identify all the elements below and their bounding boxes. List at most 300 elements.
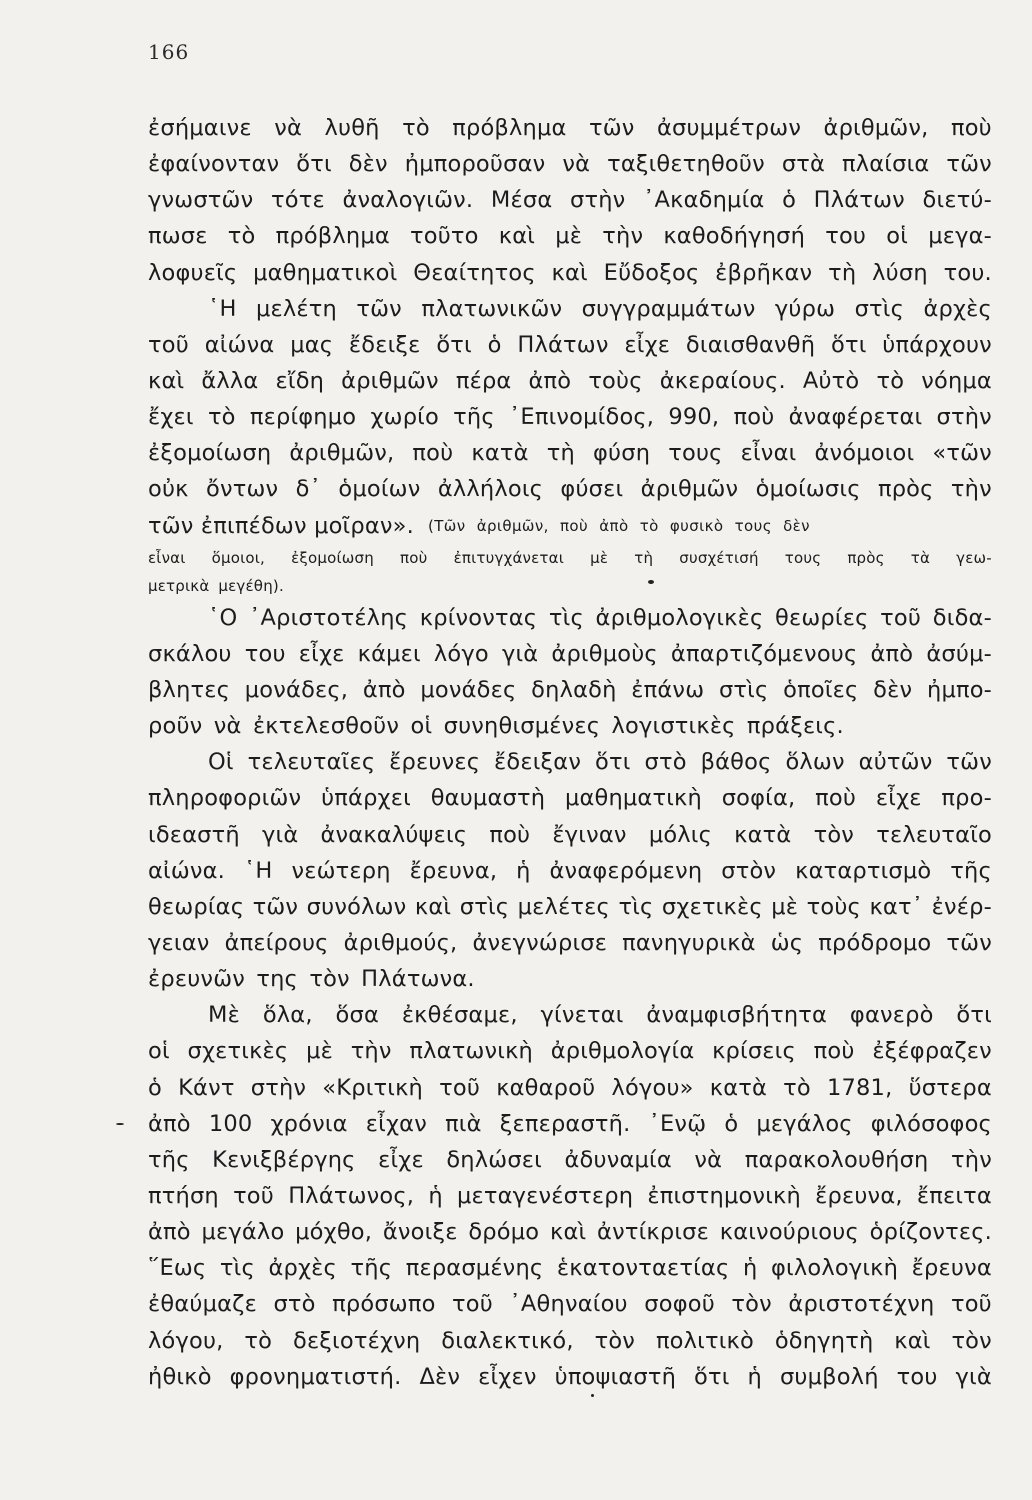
word: ὑποψιαστῆ bbox=[554, 1363, 677, 1390]
word: μελέτη bbox=[255, 295, 337, 322]
word: τῶν bbox=[946, 749, 992, 776]
text-line bbox=[148, 218, 992, 254]
word: τὰ bbox=[910, 548, 931, 567]
word: θεωρίες bbox=[775, 604, 869, 631]
word: φύση bbox=[593, 440, 651, 467]
word: τῆς bbox=[950, 857, 992, 884]
word: νεώτερη bbox=[291, 857, 391, 884]
word: εἶχε bbox=[298, 640, 345, 667]
word: στὸν bbox=[721, 857, 777, 884]
word: τὸν bbox=[731, 1291, 772, 1318]
text-line bbox=[148, 399, 992, 435]
word: ἀσύμ- bbox=[926, 640, 992, 667]
word: ἀνόμοιοι bbox=[814, 440, 915, 467]
word: καθαροῦ bbox=[496, 1074, 596, 1101]
word: ὅτι bbox=[436, 331, 472, 358]
word: ὅτι bbox=[956, 1002, 992, 1029]
text-line bbox=[148, 508, 992, 544]
word: δὲν bbox=[873, 676, 913, 703]
word: τοῦ bbox=[233, 1182, 274, 1209]
word: λόγου» bbox=[611, 1074, 694, 1101]
word: ἀνακαλύψεις bbox=[320, 821, 468, 848]
word: ὅσα bbox=[335, 1002, 379, 1029]
word: ἀριθμούς, bbox=[343, 929, 458, 956]
word: τὶς bbox=[219, 1255, 255, 1282]
word: φιλόσοφος bbox=[870, 1110, 992, 1137]
word: φανερὸ bbox=[849, 1002, 934, 1029]
word: μας bbox=[290, 331, 334, 358]
word: τοῦτο bbox=[410, 223, 479, 250]
word: Θεαίτητος bbox=[413, 259, 536, 286]
word: πωσε bbox=[148, 223, 208, 250]
word: τῶν bbox=[946, 151, 992, 178]
word: ἠμποροῦσαν bbox=[404, 151, 546, 178]
word: ἔδειξε bbox=[348, 331, 421, 358]
word: πρὸς bbox=[847, 548, 885, 567]
word: νὰ bbox=[274, 115, 303, 141]
word: ἀναφερόμενη bbox=[549, 857, 703, 884]
word: ἔδειξαν bbox=[494, 749, 582, 776]
word: πλαίσια bbox=[842, 151, 930, 178]
word: πιὰ bbox=[445, 1110, 482, 1137]
word: καὶ bbox=[414, 893, 452, 920]
word: ὁρίζοντες. bbox=[869, 1219, 992, 1246]
text-line bbox=[148, 600, 992, 636]
word: Δὲν bbox=[419, 1363, 461, 1390]
text-line bbox=[148, 1106, 992, 1142]
text-line bbox=[148, 1214, 992, 1250]
word: ὁ bbox=[487, 331, 502, 358]
word: «τῶν bbox=[932, 440, 992, 467]
text-line bbox=[148, 997, 992, 1033]
word: ὅτι bbox=[595, 749, 631, 776]
word: διδα- bbox=[932, 604, 992, 631]
text-line bbox=[148, 1033, 992, 1069]
scan-speck bbox=[116, 1123, 124, 1125]
word: ὅτι bbox=[830, 331, 867, 358]
word: γίνεται bbox=[540, 1002, 624, 1029]
word: ποὺ bbox=[489, 821, 531, 848]
text-line bbox=[148, 327, 992, 363]
word: τους bbox=[668, 440, 723, 467]
text-line bbox=[148, 1070, 992, 1106]
word: λόγο bbox=[433, 640, 489, 667]
word: ποὺ bbox=[412, 440, 454, 467]
word: κάμει bbox=[357, 640, 421, 667]
word: τὴ bbox=[634, 548, 654, 567]
word: γιὰ bbox=[261, 821, 299, 848]
body-text bbox=[148, 110, 992, 1395]
word: πρὸς bbox=[877, 476, 934, 503]
word: διαισθανθῆ bbox=[685, 331, 816, 358]
word: ἐξομοίωση bbox=[291, 548, 374, 567]
word: ἐνέρ- bbox=[931, 893, 992, 920]
word: Κάντ bbox=[178, 1074, 235, 1101]
word: τὸ bbox=[783, 1074, 811, 1101]
word: ἀκεραίους. bbox=[659, 367, 786, 394]
word: δρόμο bbox=[468, 1219, 540, 1246]
word: συνόλων bbox=[306, 893, 407, 920]
text-line bbox=[148, 435, 992, 471]
word: γύρω bbox=[774, 295, 836, 322]
word: μονάδες, bbox=[244, 676, 349, 703]
word: γνωστῶν bbox=[148, 187, 254, 214]
scan-speck bbox=[648, 580, 654, 584]
word: ἐφαίνονταν bbox=[148, 151, 280, 178]
word: συσχέτισή bbox=[679, 548, 759, 567]
word: γιὰ bbox=[955, 1363, 992, 1390]
word: μελέτες bbox=[517, 893, 610, 920]
word: μόχθο, bbox=[295, 1219, 373, 1246]
word: νὰ bbox=[694, 1146, 723, 1173]
word: ὅλων bbox=[785, 749, 845, 776]
word: φιλολογικὴ bbox=[771, 1255, 899, 1282]
text-line bbox=[148, 146, 992, 182]
word: ἀρχὲς bbox=[268, 1255, 337, 1282]
word: τοῦ bbox=[452, 1291, 493, 1318]
word: νὰ bbox=[562, 151, 591, 178]
word: ἐπάνω bbox=[631, 676, 705, 703]
word: 100 bbox=[208, 1110, 253, 1137]
word: ᾿Ενῷ bbox=[648, 1110, 707, 1137]
word: ἀριθμοὺς bbox=[551, 640, 658, 667]
word: τὴ bbox=[828, 259, 857, 286]
word: γεω- bbox=[956, 548, 992, 567]
word: γειαν bbox=[148, 929, 210, 956]
word: του bbox=[825, 223, 867, 250]
word: ἐξομοίωση bbox=[148, 440, 272, 467]
word: τελευταῖο bbox=[876, 821, 992, 848]
word: τὸ bbox=[402, 115, 430, 141]
word: ἔπειτα bbox=[916, 1182, 992, 1209]
line-text-small: (Τῶν ἀριθμῶν, ποὺ ἀπὸ τὸ φυσικὸ τους δὲν bbox=[427, 516, 810, 535]
word: τὸν bbox=[951, 1327, 992, 1354]
word: μεγάλος bbox=[756, 1110, 853, 1137]
word: σχετικὲς bbox=[661, 893, 763, 920]
word: εἶχαν bbox=[365, 1110, 427, 1137]
word: χρόνια bbox=[270, 1110, 348, 1137]
word: τοὺς bbox=[806, 893, 861, 920]
word: ἀπείρους bbox=[224, 929, 329, 956]
word: τοῦ bbox=[950, 1291, 992, 1318]
word: μὲ bbox=[771, 893, 799, 920]
word: λυθῆ bbox=[324, 115, 380, 141]
word: στὴν bbox=[250, 1074, 307, 1101]
word: τοῦ bbox=[439, 1074, 481, 1101]
word: ἀριθμῶν bbox=[341, 367, 439, 394]
word: ἀριθμῶν bbox=[640, 476, 739, 503]
text-line bbox=[148, 291, 992, 327]
text-line bbox=[148, 780, 992, 816]
word: εἶχε bbox=[875, 785, 922, 812]
word: ὁ bbox=[782, 187, 797, 214]
word: ἀναλογιῶν. bbox=[342, 187, 474, 214]
word: τὶς bbox=[618, 893, 654, 920]
word: στὸ bbox=[273, 1291, 316, 1318]
word: ῾Ο bbox=[208, 604, 238, 631]
page-number: 166 bbox=[148, 40, 190, 64]
word: διαλεκτικό, bbox=[441, 1327, 574, 1354]
word: Κενιξβέργης bbox=[212, 1146, 356, 1173]
word: μονάδες bbox=[420, 676, 517, 703]
word: καινούριους bbox=[719, 1219, 859, 1246]
word: τῶν bbox=[356, 295, 402, 322]
word: ἠμπο- bbox=[926, 676, 992, 703]
word: μαθηματικοὶ bbox=[253, 259, 398, 286]
word: ποὺ bbox=[815, 785, 857, 812]
word: διετύ- bbox=[922, 187, 992, 214]
word: κατὰ bbox=[709, 1074, 768, 1101]
word: στὶς bbox=[459, 893, 510, 920]
word: ὑπάρχει bbox=[321, 785, 411, 812]
word: Μὲ bbox=[208, 1002, 240, 1029]
word: ιδεαστῆ bbox=[148, 821, 240, 848]
word: πτήση bbox=[148, 1182, 219, 1209]
word: τὴν bbox=[950, 476, 992, 503]
word: τὴν bbox=[951, 1146, 992, 1173]
word: ὁμοίωσις bbox=[755, 476, 861, 503]
word: τὸ bbox=[227, 223, 256, 250]
word: καὶ bbox=[551, 259, 588, 286]
word: μαθηματικὴ bbox=[564, 785, 702, 812]
text-line bbox=[148, 1142, 992, 1178]
word: τοὺς bbox=[588, 367, 643, 394]
word: θεωρίας bbox=[148, 893, 245, 920]
word: ἔρευνα, bbox=[409, 857, 498, 884]
word: ἀπὸ bbox=[870, 640, 914, 667]
word: αὐτῶν bbox=[858, 749, 933, 776]
word: ὁ bbox=[148, 1074, 162, 1101]
word: ποὺ bbox=[813, 1038, 855, 1065]
word: εἶχε bbox=[624, 331, 671, 358]
word: ὁποῖες bbox=[783, 676, 859, 703]
word: οὐκ bbox=[148, 476, 189, 503]
word: περασμένης bbox=[405, 1255, 544, 1282]
word: ἀσυμμέτρων bbox=[656, 115, 802, 141]
word: λοφυεῖς bbox=[148, 259, 238, 286]
word: πολιτικὸ bbox=[655, 1327, 754, 1354]
word: μὲ bbox=[590, 548, 609, 567]
word: λύση bbox=[872, 259, 928, 286]
word: οἱ bbox=[886, 223, 909, 250]
word: του. bbox=[943, 259, 992, 286]
text-line bbox=[148, 961, 992, 997]
word: ἀντίκρισε bbox=[597, 1219, 709, 1246]
word: βλητες bbox=[148, 676, 231, 703]
word: καὶ bbox=[894, 1327, 931, 1354]
word: ἀπὸ bbox=[362, 676, 406, 703]
word: μὲ bbox=[555, 223, 583, 250]
word: ἄνοιξε bbox=[382, 1219, 458, 1246]
word: περίφημο bbox=[249, 404, 357, 431]
word: τὸν bbox=[813, 821, 855, 848]
word: συγγραμμάτων bbox=[581, 295, 756, 322]
word: ποὺ bbox=[400, 548, 428, 567]
word: καὶ bbox=[498, 223, 536, 250]
word: νόημα bbox=[921, 367, 992, 394]
word: κρίσεις bbox=[712, 1038, 796, 1065]
word: ἔχει bbox=[148, 404, 194, 431]
word: ταξιθετηθοῦν bbox=[607, 151, 765, 178]
word: πλατωνικῶν bbox=[421, 295, 563, 322]
word: ποὺ bbox=[733, 404, 775, 431]
word: καταρτισμὸ bbox=[795, 857, 932, 884]
word: Πλάτωνος, bbox=[288, 1182, 415, 1209]
word: ἐβρῆκαν bbox=[715, 259, 813, 286]
word: πλατωνικὴ bbox=[409, 1038, 533, 1065]
word: ἐπιστημονικὴ bbox=[647, 1182, 801, 1209]
word: ἀλλήλοις bbox=[437, 476, 544, 503]
word: «Κριτικὴ bbox=[322, 1074, 423, 1101]
word: ἀναμφισβήτητα bbox=[646, 1002, 828, 1029]
text-line bbox=[148, 255, 992, 291]
word: ἀπὸ bbox=[528, 367, 572, 394]
text-line bbox=[148, 889, 992, 925]
word: καθοδήγησή bbox=[663, 223, 806, 250]
word: ἀπαρτιζόμενους bbox=[670, 640, 858, 667]
word: πρόβλημα bbox=[452, 115, 567, 141]
text-line bbox=[148, 1178, 992, 1214]
word: ᾿Ακαδημία bbox=[643, 187, 765, 214]
word: ἄλλα bbox=[201, 367, 259, 394]
word: ῞Εως bbox=[148, 1255, 207, 1282]
word: ἔρευνα bbox=[911, 1255, 992, 1282]
word: εἶναι bbox=[740, 440, 797, 467]
word: οἱ bbox=[148, 1038, 170, 1065]
word: ἡ bbox=[428, 1182, 443, 1209]
word: ἐκθέσαμε, bbox=[401, 1002, 518, 1029]
word: ἔρευνες bbox=[389, 749, 481, 776]
text-line bbox=[148, 636, 992, 672]
word: 1781, bbox=[827, 1074, 893, 1101]
word: ὅτι bbox=[694, 1363, 730, 1390]
word: ὅλα, bbox=[262, 1002, 313, 1029]
word: φρονηματιστή. bbox=[229, 1363, 402, 1390]
text-line bbox=[148, 182, 992, 218]
word: τὶς bbox=[548, 604, 584, 631]
word: ὡς bbox=[770, 929, 804, 956]
word: ἡ bbox=[742, 1255, 758, 1282]
word: προ- bbox=[941, 785, 992, 812]
word: στὶς bbox=[854, 295, 905, 322]
text-line bbox=[148, 744, 992, 780]
word: εἴδη bbox=[275, 367, 325, 394]
word: Εὔδοξος bbox=[603, 259, 700, 286]
word: Μέσα bbox=[490, 187, 553, 214]
word: συμβολή bbox=[779, 1363, 879, 1390]
word: ἀριθμῶν, bbox=[823, 115, 929, 141]
word: του bbox=[896, 1363, 938, 1390]
word: τὸ bbox=[207, 404, 236, 431]
word: μόλις bbox=[648, 821, 713, 848]
word: πέρα bbox=[455, 367, 512, 394]
word: στὰ bbox=[781, 151, 826, 178]
word: ὅτι bbox=[296, 151, 332, 178]
word: πρόδρομο bbox=[818, 929, 932, 956]
word: στὸ bbox=[644, 749, 687, 776]
word: πληροφοριῶν bbox=[148, 785, 302, 812]
word: τῶν bbox=[252, 893, 299, 920]
word: γιὰ bbox=[501, 640, 539, 667]
word: 990, bbox=[668, 404, 720, 431]
word: χωρίο bbox=[370, 404, 439, 431]
word: κατὰ bbox=[471, 440, 529, 467]
word: ὕστερα bbox=[908, 1074, 992, 1101]
word: πανηγυρικὰ bbox=[622, 929, 756, 956]
line-text: ροῦν νὰ ἐκτελεσθοῦν οἱ συνηθισμένες λογιστικὲς πράξεις. bbox=[148, 713, 844, 740]
word: εἶχε bbox=[378, 1146, 424, 1173]
word: τότε bbox=[270, 187, 325, 214]
word: δηλώσει bbox=[446, 1146, 542, 1173]
word: τους bbox=[784, 548, 822, 567]
word: ὁ bbox=[724, 1110, 739, 1137]
text-line bbox=[148, 708, 992, 744]
word: ἀπὸ bbox=[148, 1110, 191, 1137]
word: ὄντων bbox=[206, 476, 279, 503]
word: ποὺ bbox=[950, 115, 992, 141]
word: λόγου, bbox=[148, 1327, 224, 1354]
word: ἐξέφραζεν bbox=[872, 1038, 992, 1065]
word: τελευταῖες bbox=[247, 749, 376, 776]
word: τὴν bbox=[602, 223, 644, 250]
word: μεγάλο bbox=[201, 1219, 285, 1246]
line-text: ἐρευνῶν της τὸν Πλάτωνα. bbox=[148, 966, 475, 993]
word: ἐσήμαινε bbox=[148, 115, 252, 141]
word: ἐπιτυγχάνεται bbox=[453, 548, 565, 567]
word: του bbox=[244, 640, 286, 667]
word: τοῦ bbox=[880, 604, 922, 631]
word: ἀριθμολογία bbox=[550, 1038, 695, 1065]
word: τῆς bbox=[453, 404, 495, 431]
word: τῆς bbox=[148, 1146, 190, 1173]
word: καὶ bbox=[549, 1219, 587, 1246]
line-text: μετρικὰ μεγέθη). bbox=[148, 576, 284, 595]
word: αἰώνα. bbox=[148, 857, 226, 884]
word: ὅμοιοι, bbox=[211, 548, 266, 567]
word: ᾿Αριστοτέλης bbox=[249, 604, 409, 631]
word: τὴν bbox=[350, 1038, 392, 1065]
word: ἔγιναν bbox=[552, 821, 627, 848]
word: τῶν bbox=[588, 115, 635, 141]
word: ἀριθμῶν, bbox=[289, 440, 395, 467]
word: ὑπάρχουν bbox=[882, 331, 992, 358]
word: σχετικὲς bbox=[187, 1038, 289, 1065]
word: Αὐτὸ bbox=[802, 367, 860, 394]
word: παρακολουθήση bbox=[744, 1146, 929, 1173]
text-line bbox=[148, 572, 992, 600]
word: στὴν bbox=[936, 404, 992, 431]
word: αἰώνα bbox=[204, 331, 275, 358]
word: τοῦ bbox=[148, 331, 189, 358]
word: εἶχεν bbox=[478, 1363, 537, 1390]
word: ἀνεγνώρισε bbox=[472, 929, 608, 956]
word: ἠθικὸ bbox=[148, 1363, 212, 1390]
word: ἀρχὲς bbox=[923, 295, 992, 322]
text-line bbox=[148, 672, 992, 708]
word: ἔρευνα, bbox=[815, 1182, 903, 1209]
word: καὶ bbox=[148, 367, 185, 394]
text-line bbox=[148, 1359, 992, 1395]
word: σοφοῦ bbox=[644, 1291, 715, 1318]
word: εἶναι bbox=[148, 548, 186, 567]
word: ῾Η bbox=[208, 295, 237, 322]
word: τὸ bbox=[876, 367, 905, 394]
word: ἡ bbox=[747, 1363, 762, 1390]
word: τὴ bbox=[546, 440, 575, 467]
text-line bbox=[148, 853, 992, 889]
word: ἀριστοτέχνη bbox=[788, 1291, 935, 1318]
text-line bbox=[148, 1323, 992, 1359]
